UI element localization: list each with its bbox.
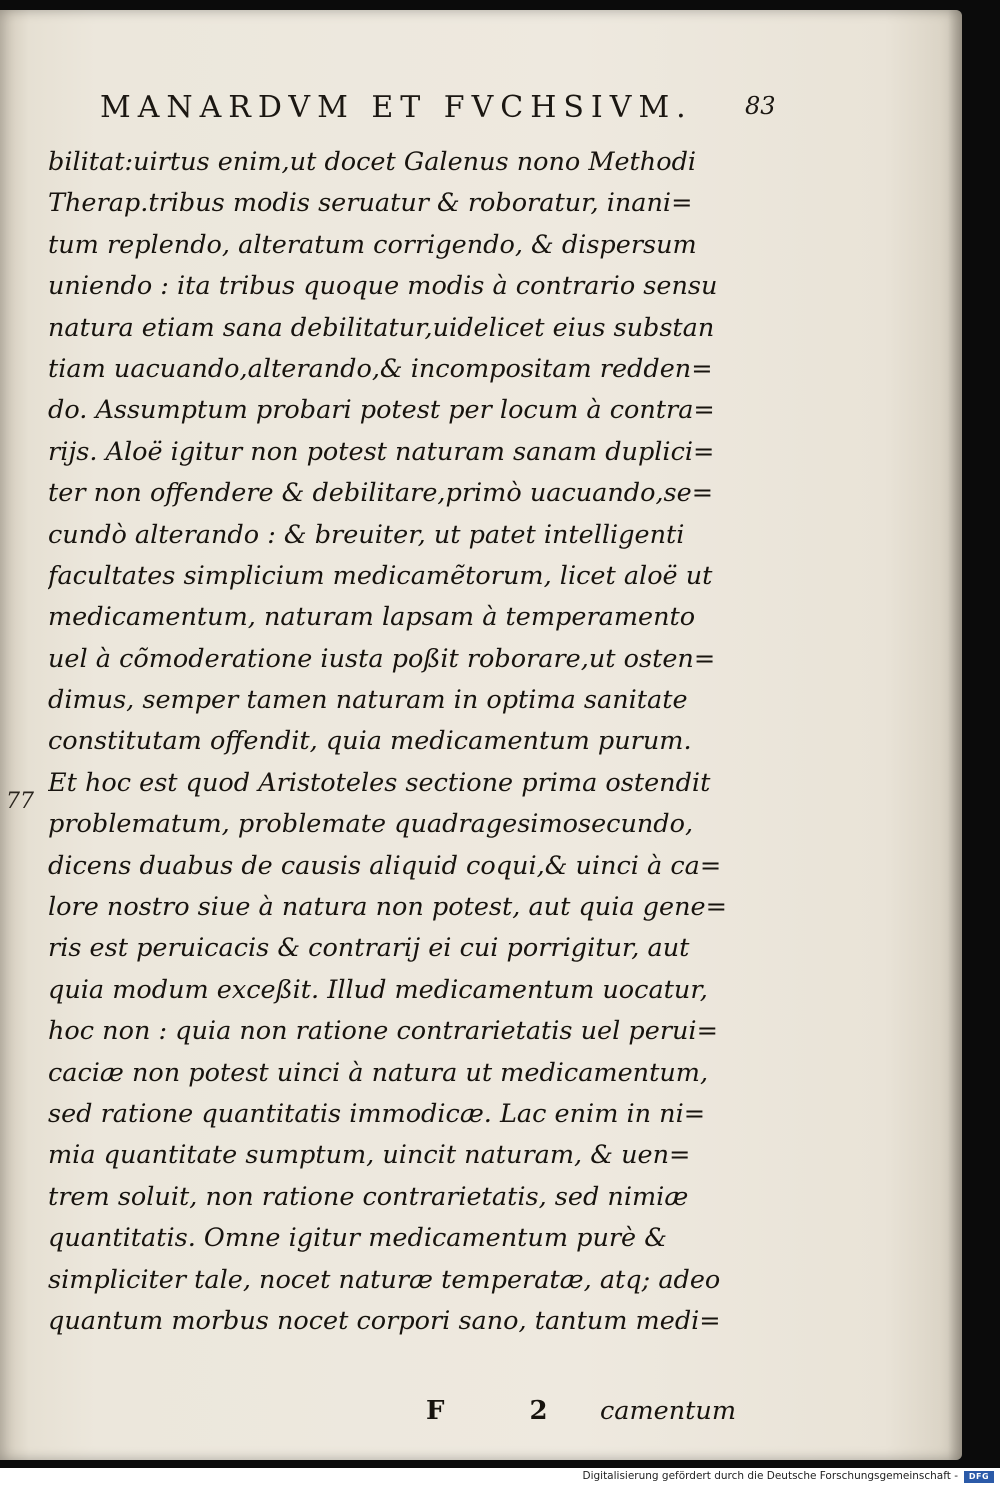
body-text — [48, 142, 748, 1342]
page-edge-shadow — [948, 10, 962, 1460]
marginal-note: 77 — [6, 789, 34, 814]
text-line: simpliciter tale, nocet naturæ temperatæ, atq; adeo — [48, 1264, 721, 1295]
text-line: lore nostro siue à natura non potest, aut quia gene= — [48, 892, 727, 923]
funding-credit: Digitalisierung gefördert durch die Deutsche Forschungsgemeinschaft - — [582, 1470, 958, 1482]
text-line: rijs. Aloë igitur non potest naturam sanam duplici= — [48, 436, 715, 467]
text-line: cundò alterando : & breuiter, ut patet intelligenti — [48, 519, 685, 550]
text-line: facultates simplicium medicamẽtorum, licet aloë ut — [48, 560, 713, 591]
text-line: tiam uacuando,alterando,& incompositam redden= — [48, 353, 713, 384]
text-line: uel à cõmoderatione iusta poßit roborare,ut osten= — [48, 643, 716, 674]
text-line: Therap.tribus modis seruatur & roboratur, inani= — [48, 188, 693, 219]
running-head: MANARDVM ET FVCHSIVM. — [100, 90, 693, 125]
text-line: bilitat:uirtus enim,ut docet Galenus nono Methodi — [48, 147, 697, 177]
dfg-logo-icon: DFG — [964, 1471, 994, 1483]
digitization-footer — [0, 1468, 1000, 1486]
text-line: Et hoc est quod Aristoteles sectione prima ostendit — [48, 767, 711, 798]
text-line: caciæ non potest uinci à natura ut medicamentum, — [48, 1057, 709, 1088]
page-number: 83 — [745, 92, 776, 120]
text-line: mia quantitate sumptum, uincit naturam, & uen= — [48, 1140, 691, 1171]
text-line: tum replendo, alteratum corrigendo, & dispersum — [48, 229, 697, 260]
book-page — [0, 10, 962, 1460]
text-line: ter non offendere & debilitare,primò uacuando,se= — [48, 478, 714, 509]
text-line: dimus, semper tamen naturam in optima sanitate — [48, 685, 688, 716]
signature-mark: F 2 — [426, 1396, 586, 1426]
text-line: problematum, problemate quadragesimosecundo, — [48, 809, 694, 840]
text-line: ris est peruicacis & contrarij ei cui porrigitur, aut — [48, 933, 690, 964]
text-line: quantum morbus nocet corpori sano, tantum medi= — [48, 1305, 721, 1336]
text-line: hoc non : quia non ratione contrarietatis uel perui= — [48, 1016, 718, 1047]
text-line: dicens duabus de causis aliquid coqui,& uinci à ca= — [48, 850, 722, 881]
text-line: quantitatis. Omne igitur medicamentum purè & — [48, 1223, 667, 1254]
catchword: camentum — [600, 1396, 737, 1426]
text-line: uniendo : ita tribus quoque modis à contrario sensu — [48, 271, 718, 302]
text-line: natura etiam sana debilitatur,uidelicet eius substan — [48, 312, 715, 343]
text-line: quia modum exceßit. Illud medicamentum uocatur, — [48, 974, 708, 1005]
text-line: medicamentum, naturam lapsam à temperamento — [48, 602, 696, 633]
text-line: do. Assumptum probari potest per locum à contra= — [48, 395, 715, 426]
text-line: sed ratione quantitatis immodicæ. Lac enim in ni= — [48, 1098, 706, 1129]
text-line: constitutam offendit, quia medicamentum purum. — [48, 726, 692, 757]
text-line: trem soluit, non ratione contrarietatis, sed nimiæ — [48, 1181, 689, 1212]
